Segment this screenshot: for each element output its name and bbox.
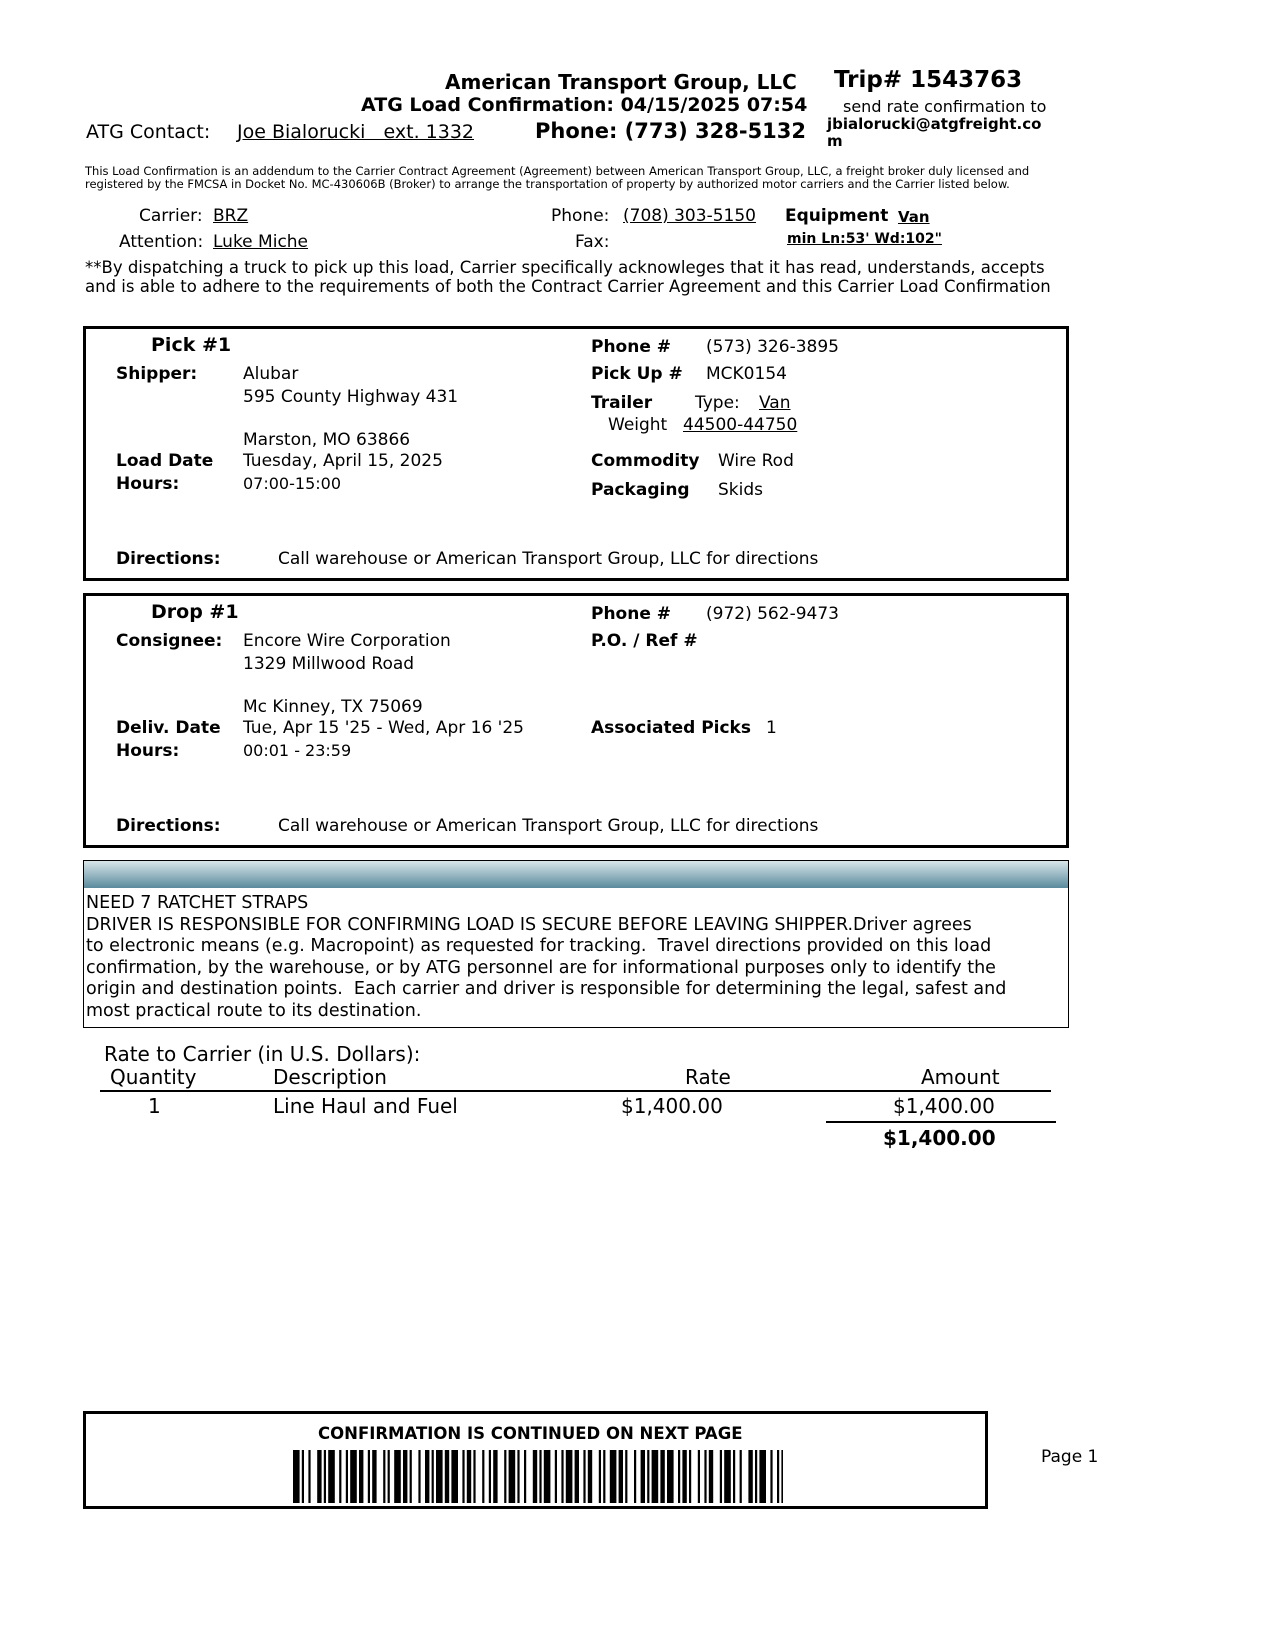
rate-row-quantity: 1 xyxy=(148,1094,161,1118)
pick-phone-label: Phone # xyxy=(591,337,672,357)
equipment-dims: min Ln:53' Wd:102" xyxy=(787,231,942,247)
rate-header-rate: Rate xyxy=(685,1065,731,1089)
drop-directions-label: Directions: xyxy=(116,816,221,836)
notes-line: NEED 7 RATCHET STRAPS xyxy=(86,893,309,913)
equipment-label: Equipment xyxy=(785,206,889,226)
contact-email[interactable]: jbialorucki@atgfreight.co xyxy=(827,115,1042,133)
weight-value: 44500-44750 xyxy=(683,415,798,435)
contact-email-wrap: m xyxy=(827,132,843,150)
drop-hours: 00:01 - 23:59 xyxy=(243,741,352,760)
carrier-phone-label: Phone: xyxy=(551,206,610,226)
notes-section xyxy=(83,860,1069,1028)
rate-header-quantity: Quantity xyxy=(110,1065,197,1089)
notes-line: DRIVER IS RESPONSIBLE FOR CONFIRMING LOAD IS SECURE BEFORE LEAVING SHIPPER.Driver agrees xyxy=(86,914,972,935)
notes-header-band xyxy=(84,861,1068,888)
trip-number: Trip# 1543763 xyxy=(834,67,1023,93)
carrier-label: Carrier: xyxy=(139,206,203,226)
pickup-number: MCK0154 xyxy=(706,364,787,384)
acknowledgement-line-1: **By dispatching a truck to pick up this load, Carrier specifically acknowleges that it has read, understands, accepts xyxy=(85,258,1045,277)
company-name: American Transport Group, LLC xyxy=(445,70,797,94)
shipper-name: Alubar xyxy=(243,364,299,384)
notes-line: confirmation, by the warehouse, or by ATG personnel are for informational purposes only to identify the xyxy=(86,957,996,978)
addendum-line-2: registered by the FMCSA in Docket No. MC-430606B (Broker) to arrange the transportation of property by authorized motor carriers and the Carrier listed below. xyxy=(85,177,1010,191)
drop-hours-label: Hours: xyxy=(116,741,180,761)
rate-row-rate: $1,400.00 xyxy=(621,1094,723,1118)
notes-line: to electronic means (e.g. Macropoint) as requested for tracking. Travel directions provided on this load xyxy=(86,936,992,956)
drop-title: Drop #1 xyxy=(151,601,239,623)
continued-section xyxy=(83,1411,988,1509)
contact-label: ATG Contact: xyxy=(86,121,211,143)
carrier-fax-label: Fax: xyxy=(575,232,610,252)
attention-label: Attention: xyxy=(119,232,204,252)
shipper-address-1: 595 County Highway 431 xyxy=(243,387,459,407)
trailer-type-label: Type: xyxy=(695,393,740,413)
consignee-address-2: Mc Kinney, TX 75069 xyxy=(243,697,423,717)
rate-header-amount: Amount xyxy=(921,1065,1000,1089)
drop-phone: (972) 562-9473 xyxy=(706,604,839,624)
associated-picks-label: Associated Picks xyxy=(591,718,751,738)
pick-hours: 07:00-15:00 xyxy=(243,474,341,493)
load-date-label: Load Date xyxy=(116,451,214,471)
pick-title: Pick #1 xyxy=(151,334,232,356)
delivery-date: Tue, Apr 15 '25 - Wed, Apr 16 '25 xyxy=(243,718,524,738)
trailer-label: Trailer xyxy=(591,393,653,413)
rate-total: $1,400.00 xyxy=(883,1126,996,1150)
consignee-address-1: 1329 Millwood Road xyxy=(243,654,415,674)
consignee-label: Consignee: xyxy=(116,631,223,651)
addendum-line-1: This Load Confirmation is an addendum to the Carrier Contract Agreement (Agreement) between American Transport Group, LLC, a freight broker duly licensed and xyxy=(85,164,1030,178)
rate-row-amount: $1,400.00 xyxy=(893,1094,995,1118)
carrier-value: BRZ xyxy=(213,206,249,226)
drop-section xyxy=(83,593,1069,848)
consignee-name: Encore Wire Corporation xyxy=(243,631,451,651)
send-rate-label: send rate confirmation to xyxy=(843,97,1047,116)
rate-title: Rate to Carrier (in U.S. Dollars): xyxy=(104,1042,421,1066)
drop-directions: Call warehouse or American Transport Group, LLC for directions xyxy=(278,816,819,836)
rate-row-description: Line Haul and Fuel xyxy=(273,1094,458,1118)
notes-line: origin and destination points. Each carrier and driver is responsible for determining the legal, safest and xyxy=(86,979,1007,999)
pick-directions-label: Directions: xyxy=(116,549,221,569)
confirmation-datetime: ATG Load Confirmation: 04/15/2025 07:54 xyxy=(361,94,808,116)
contact-phone: Phone: (773) 328-5132 xyxy=(535,119,807,143)
trailer-type-value: Van xyxy=(759,393,791,413)
notes-line: most practical route to its destination. xyxy=(86,1000,422,1021)
delivery-date-label: Deliv. Date xyxy=(116,718,221,738)
weight-label: Weight xyxy=(608,415,668,435)
continued-notice: CONFIRMATION IS CONTINUED ON NEXT PAGE xyxy=(318,1424,743,1443)
equipment-value: Van xyxy=(898,208,930,226)
drop-phone-label: Phone # xyxy=(591,604,672,624)
notes-text xyxy=(84,888,1068,1022)
po-ref-label: P.O. / Ref # xyxy=(591,631,698,651)
pickup-number-label: Pick Up # xyxy=(591,364,683,384)
rate-header-description: Description xyxy=(273,1065,387,1089)
contact-name[interactable]: Joe Bialorucki ext. 1332 xyxy=(237,121,474,143)
rate-total-rule xyxy=(826,1121,1056,1123)
carrier-phone-value: (708) 303-5150 xyxy=(623,206,756,226)
pick-section xyxy=(83,326,1069,581)
barcode-image xyxy=(293,1450,783,1503)
page-number: Page 1 xyxy=(1041,1447,1099,1467)
shipper-label: Shipper: xyxy=(116,364,198,384)
associated-picks-value: 1 xyxy=(766,718,777,738)
packaging-value: Skids xyxy=(718,480,764,500)
pick-phone: (573) 326-3895 xyxy=(706,337,839,357)
rate-header-rule xyxy=(100,1090,1051,1092)
attention-value: Luke Miche xyxy=(213,232,309,252)
pick-hours-label: Hours: xyxy=(116,474,180,494)
packaging-label: Packaging xyxy=(591,480,690,500)
shipper-address-2: Marston, MO 63866 xyxy=(243,430,411,450)
commodity-label: Commodity xyxy=(591,451,700,471)
load-date: Tuesday, April 15, 2025 xyxy=(243,451,443,471)
acknowledgement-line-2: and is able to adhere to the requirements of both the Contract Carrier Agreement and this Carrier Load Confirmation xyxy=(85,277,1051,296)
commodity-value: Wire Rod xyxy=(718,451,794,471)
pick-directions: Call warehouse or American Transport Group, LLC for directions xyxy=(278,549,819,569)
